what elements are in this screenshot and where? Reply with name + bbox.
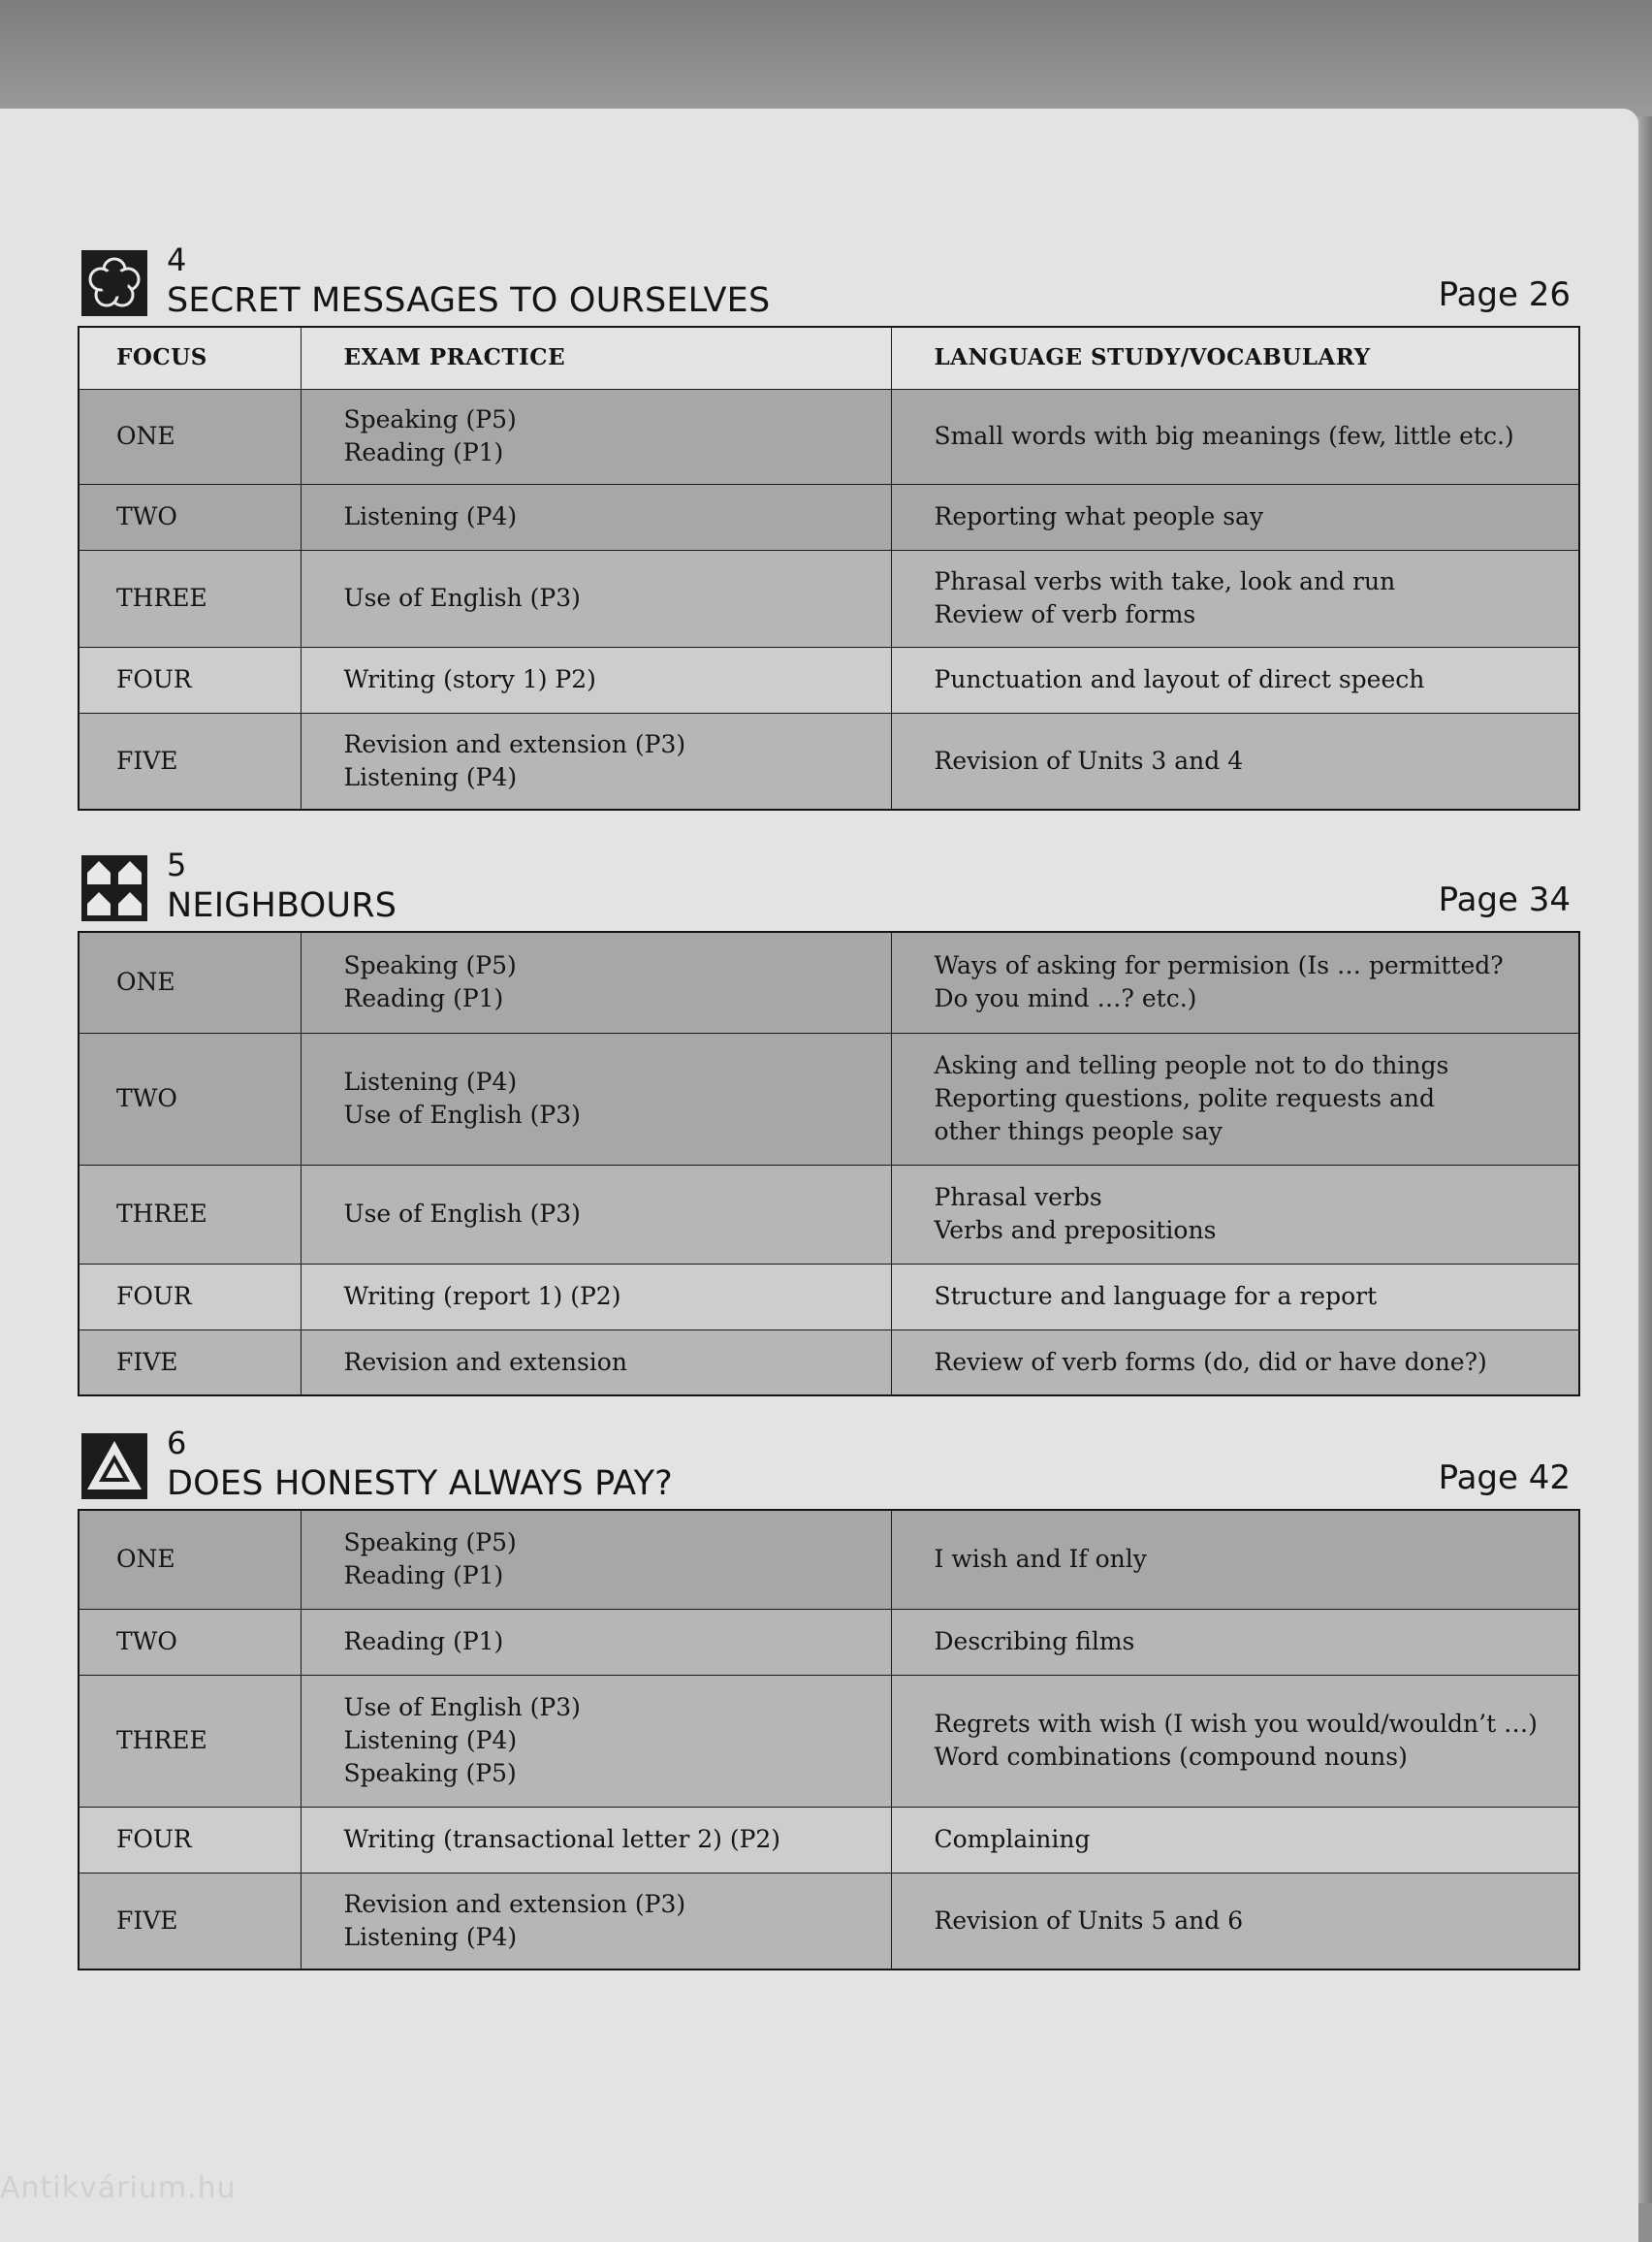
exam-cell: Revision and extension [301,1329,891,1395]
flower-icon [81,250,147,316]
focus-cell: TWO [79,484,301,550]
unit-page-ref: Page 42 [1438,1458,1571,1497]
table-row [79,1264,1579,1329]
houses-icon [81,855,147,921]
exam-cell: Use of English (P3) [301,1165,891,1264]
exam-cell: Listening (P4) Use of English (P3) [301,1033,891,1165]
focus-cell: THREE [79,1165,301,1264]
language-cell: Structure and language for a report [891,1264,1579,1329]
triangle-icon [81,1433,147,1499]
unit-number: 4 [167,241,187,278]
unit-number: 5 [167,847,187,883]
unit-page-ref: Page 34 [1438,881,1571,919]
table-row [79,647,1579,713]
table-row [79,1033,1579,1165]
focus-cell: FIVE [79,1873,301,1970]
focus-cell: FIVE [79,713,301,810]
unit-title: NEIGHBOURS [167,886,397,925]
exam-cell: Writing (story 1) P2) [301,647,891,713]
table-row [79,1807,1579,1873]
focus-cell: TWO [79,1609,301,1675]
unit-header [78,1425,1578,1509]
focus-cell: THREE [79,550,301,647]
language-cell: Describing films [891,1609,1579,1675]
unit-4-section [78,242,1578,811]
unit-6-section [78,1425,1578,1970]
table-row [79,1329,1579,1395]
language-cell: Review of verb forms (do, did or have done?) [891,1329,1579,1395]
watermark: Antikvárium.hu [0,2171,237,2205]
exam-cell: Revision and extension (P3) Listening (P4) [301,713,891,810]
focus-cell: FOUR [79,647,301,713]
exam-cell: Writing (report 1) (P2) [301,1264,891,1329]
focus-cell: ONE [79,389,301,484]
header-language-study: LANGUAGE STUDY/VOCABULARY [891,327,1579,389]
unit-6-table [78,1509,1580,1970]
language-cell: Small words with big meanings (few, little etc.) [891,389,1579,484]
unit-page-ref: Page 26 [1438,275,1571,314]
language-cell: Ways of asking for permision (Is … permitted? Do you mind …? etc.) [891,932,1579,1033]
language-cell: Phrasal verbs with take, look and run Review of verb forms [891,550,1579,647]
table-row [79,1675,1579,1807]
focus-cell: ONE [79,932,301,1033]
exam-cell: Use of English (P3) Listening (P4) Speaking (P5) [301,1675,891,1807]
exam-cell: Reading (P1) [301,1609,891,1675]
unit-title: DOES HONESTY ALWAYS PAY? [167,1464,673,1503]
focus-cell: TWO [79,1033,301,1165]
table-row [79,1165,1579,1264]
language-cell: Complaining [891,1807,1579,1873]
language-cell: Phrasal verbs Verbs and prepositions [891,1165,1579,1264]
exam-cell: Revision and extension (P3) Listening (P4) [301,1873,891,1970]
language-cell: Revision of Units 5 and 6 [891,1873,1579,1970]
language-cell: Asking and telling people not to do things Reporting questions, polite requests and other things people say [891,1033,1579,1165]
focus-cell: FOUR [79,1807,301,1873]
unit-header [78,242,1578,326]
language-cell: I wish and If only [891,1510,1579,1609]
table-row [79,550,1579,647]
unit-title: SECRET MESSAGES TO OURSELVES [167,281,771,320]
table-row [79,484,1579,550]
header-exam-practice: EXAM PRACTICE [301,327,891,389]
unit-number: 6 [167,1425,187,1461]
table-row [79,1609,1579,1675]
focus-cell: FIVE [79,1329,301,1395]
focus-cell: THREE [79,1675,301,1807]
language-cell: Reporting what people say [891,484,1579,550]
table-row [79,1873,1579,1970]
exam-cell: Speaking (P5) Reading (P1) [301,932,891,1033]
unit-5-table [78,931,1580,1396]
focus-cell: FOUR [79,1264,301,1329]
table-row [79,389,1579,484]
table-row [79,932,1579,1033]
focus-cell: ONE [79,1510,301,1609]
language-cell: Revision of Units 3 and 4 [891,713,1579,810]
exam-cell: Listening (P4) [301,484,891,550]
exam-cell: Use of English (P3) [301,550,891,647]
unit-header [78,848,1578,931]
language-cell: Punctuation and layout of direct speech [891,647,1579,713]
table-header-row [79,327,1579,389]
background-surface [0,0,1652,116]
table-row [79,1510,1579,1609]
unit-5-section [78,848,1578,1396]
exam-cell: Writing (transactional letter 2) (P2) [301,1807,891,1873]
exam-cell: Speaking (P5) Reading (P1) [301,389,891,484]
unit-4-table [78,326,1580,811]
table-row [79,713,1579,810]
header-focus: FOCUS [79,327,301,389]
exam-cell: Speaking (P5) Reading (P1) [301,1510,891,1609]
language-cell: Regrets with wish (I wish you would/wouldn’t …) Word combinations (compound nouns) [891,1675,1579,1807]
